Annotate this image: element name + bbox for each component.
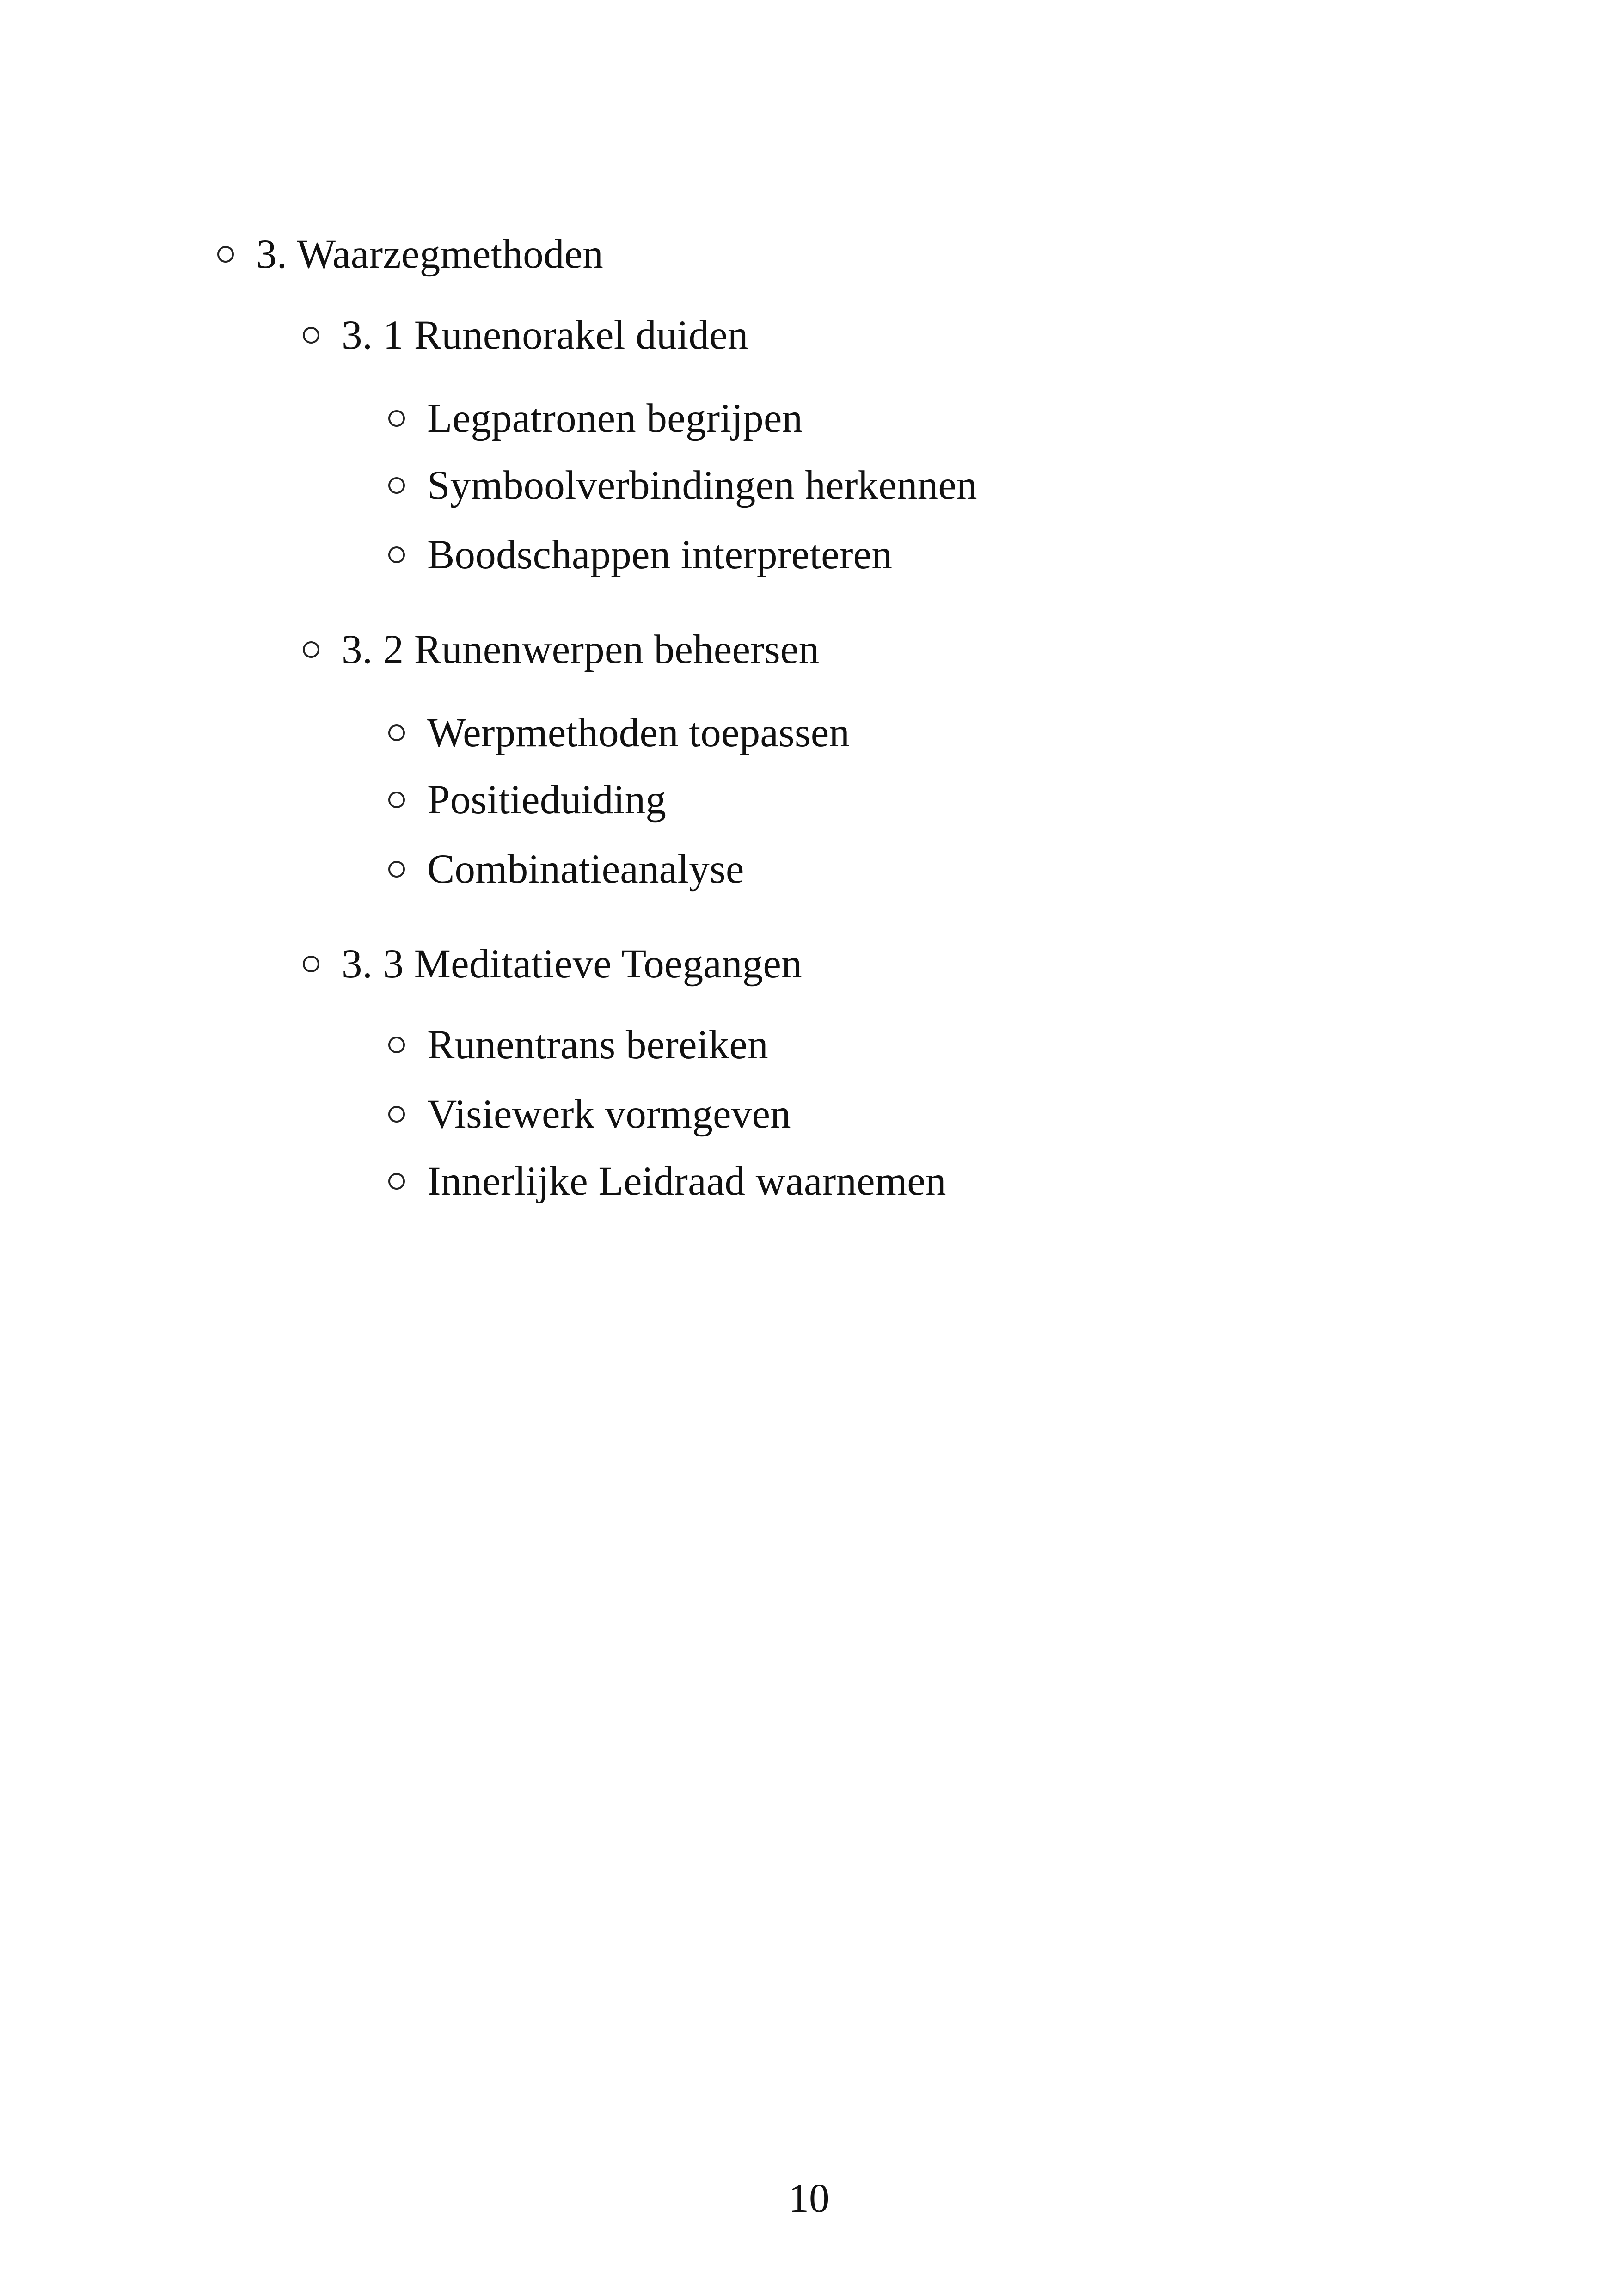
outline-item [388, 529, 892, 580]
outline-item-label: Symboolverbindingen herkennen [427, 463, 977, 508]
outline-item [388, 844, 744, 895]
outline-item [388, 1089, 791, 1140]
subsection-title: 3. 3 Meditatieve Toegangen [342, 941, 802, 987]
outline-item [388, 460, 977, 511]
hollow-circle-bullet-icon [388, 477, 405, 494]
hollow-circle-bullet-icon [388, 724, 405, 741]
outline-item-section [217, 229, 603, 280]
outline-item-label: Visiewerk vormgeven [427, 1092, 791, 1137]
outline-item-label: Werpmethoden toepassen [427, 710, 850, 755]
outline-item [388, 774, 666, 825]
outline-item-subsection-1 [303, 310, 748, 361]
hollow-circle-bullet-icon [217, 246, 234, 263]
hollow-circle-bullet-icon [388, 546, 405, 563]
outline-item-label: Positieduiding [427, 777, 667, 823]
hollow-circle-bullet-icon [388, 410, 405, 427]
outline-item [388, 1156, 946, 1207]
hollow-circle-bullet-icon [388, 861, 405, 878]
outline-item-label: Legpatronen begrijpen [427, 396, 803, 441]
page-number: 10 [788, 2176, 830, 2221]
hollow-circle-bullet-icon [303, 956, 319, 972]
outline-item-label: Combinatieanalyse [427, 847, 744, 892]
section-title: 3. Waarzegmethoden [256, 232, 603, 277]
outline-item-subsection-3 [303, 939, 802, 989]
outline-item-label: Innerlijke Leidraad waarnemen [427, 1159, 946, 1204]
outline-item [388, 707, 850, 758]
subsection-title: 3. 1 Runenorakel duiden [342, 313, 748, 358]
hollow-circle-bullet-icon [388, 792, 405, 808]
subsection-title: 3. 2 Runenwerpen beheersen [342, 627, 820, 672]
outline-item-label: Boodschappen interpreteren [427, 532, 893, 577]
outline-item [388, 1019, 768, 1070]
hollow-circle-bullet-icon [303, 327, 319, 344]
hollow-circle-bullet-icon [388, 1173, 405, 1190]
outline-item [388, 393, 803, 444]
outline-item-subsection-2 [303, 624, 819, 675]
hollow-circle-bullet-icon [388, 1106, 405, 1123]
hollow-circle-bullet-icon [303, 641, 319, 658]
outline-item-label: Runentrans bereiken [427, 1022, 768, 1068]
hollow-circle-bullet-icon [388, 1037, 405, 1053]
